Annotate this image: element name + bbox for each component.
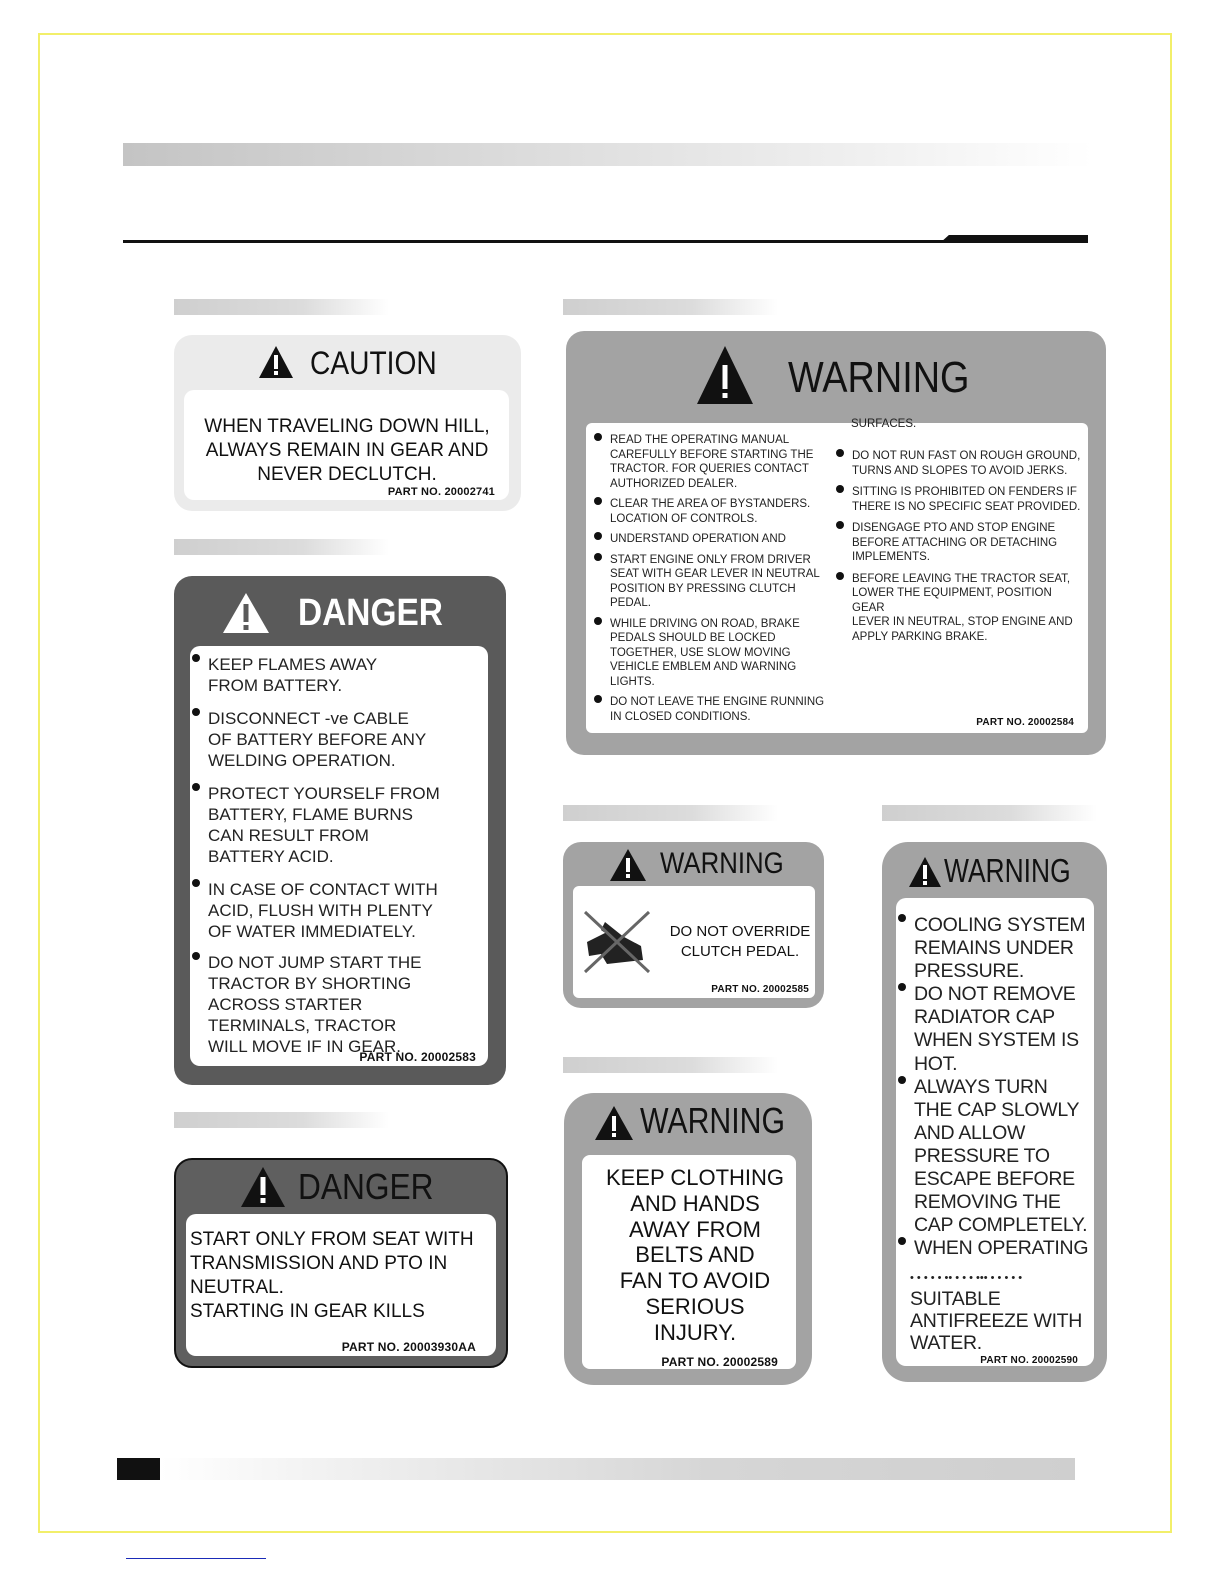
header-rule-end bbox=[940, 235, 1088, 243]
label-line: AND HANDS bbox=[630, 1190, 760, 1216]
label-line: INJURY. bbox=[653, 1319, 737, 1345]
section-bar bbox=[174, 539, 389, 555]
part-number: PART NO. 20002590 bbox=[980, 1355, 1078, 1366]
label-text bbox=[190, 1228, 496, 1324]
section-bar bbox=[174, 1112, 389, 1128]
hazard-list bbox=[190, 654, 480, 1057]
list-item: WHILE DRIVING ON ROAD, BRAKE PEDALS SHOULD BE LOCKED TOGETHER, USE SLOW MOVING VEHICLE EMBLEM AND WARNING LIGHTS. bbox=[592, 617, 832, 690]
warning-belts-label bbox=[564, 1093, 812, 1385]
label-line: WHEN TRAVELING DOWN HILL, bbox=[204, 416, 490, 437]
warning-general-label bbox=[566, 331, 1106, 755]
label-panel bbox=[586, 418, 1088, 733]
header-band bbox=[123, 143, 1093, 166]
label-panel bbox=[582, 1155, 796, 1369]
footer-link-underline bbox=[126, 1558, 266, 1559]
part-number: PART NO. 20003930AA bbox=[341, 1340, 476, 1354]
warning-triangle-icon bbox=[222, 592, 270, 634]
hazard-list bbox=[896, 914, 1106, 1260]
label-line: DO NOT OVERRIDE bbox=[669, 923, 811, 940]
label-line: AWAY FROM bbox=[629, 1216, 761, 1242]
list-item: SITTING IS PROHIBITED ON FENDERS IF THERE IS NO SPECIFIC SEAT PROVIDED. bbox=[834, 485, 1084, 514]
part-number: PART NO. 20002583 bbox=[359, 1050, 476, 1064]
label-panel bbox=[190, 646, 488, 1066]
warning-triangle-icon bbox=[908, 856, 942, 888]
label-line: KEEP CLOTHING bbox=[605, 1165, 785, 1190]
part-number: PART NO. 20002585 bbox=[711, 984, 809, 995]
label-line: SUITABLE bbox=[910, 1288, 1001, 1310]
label-line: ANTIFREEZE WITH bbox=[910, 1310, 1083, 1332]
warning-triangle-icon bbox=[240, 1166, 286, 1208]
label-line: FAN TO AVOID bbox=[619, 1268, 771, 1294]
label-heading: CAUTION bbox=[310, 345, 437, 381]
list-item: DISENGAGE PTO AND STOP ENGINE BEFORE ATTACHING OR DETACHING IMPLEMENTS. bbox=[834, 521, 1084, 565]
continued-text: SURFACES. bbox=[851, 418, 917, 430]
warning-triangle-icon bbox=[594, 1105, 634, 1141]
label-heading: WARNING bbox=[788, 353, 970, 402]
label-line: START ONLY FROM SEAT WITH bbox=[190, 1229, 474, 1250]
list-item: IN CASE OF CONTACT WITH ACID, FLUSH WITH PLENTY OF WATER IMMEDIATELY. bbox=[190, 879, 480, 942]
warning-clutch-label bbox=[563, 842, 824, 1008]
list-item: ALWAYS TURN THE CAP SLOWLY AND ALLOW PRESSURE TO ESCAPE BEFORE REMOVING THE CAP COMPLETELY. bbox=[896, 1076, 1106, 1238]
list-item: CLEAR THE AREA OF BYSTANDERS. LOCATION OF CONTROLS. bbox=[592, 497, 832, 526]
warning-triangle-icon bbox=[696, 345, 754, 405]
list-item: KEEP FLAMES AWAY FROM BATTERY. bbox=[190, 654, 480, 696]
label-heading: WARNING bbox=[944, 852, 1071, 889]
label-line: NEUTRAL. bbox=[190, 1277, 284, 1298]
warning-list-left bbox=[592, 433, 832, 724]
no-foot-on-pedal-icon bbox=[581, 908, 653, 976]
dotted-line: • • • • • •• • • • ••• • • • • • bbox=[910, 1272, 1023, 1284]
list-item: DO NOT REMOVE RADIATOR CAP WHEN SYSTEM IS HOT. bbox=[896, 983, 1106, 1075]
label-line: TRANSMISSION AND PTO IN bbox=[190, 1253, 448, 1274]
warning-triangle-icon bbox=[609, 848, 647, 882]
label-panel bbox=[184, 390, 509, 500]
label-line: NEVER DECLUTCH. bbox=[257, 464, 437, 485]
section-bar bbox=[563, 1057, 778, 1073]
label-line: SERIOUS bbox=[645, 1293, 745, 1319]
section-bar bbox=[174, 299, 389, 315]
list-item: UNDERSTAND OPERATION AND bbox=[592, 532, 832, 547]
label-panel bbox=[573, 886, 815, 998]
warning-radiator-label bbox=[882, 842, 1107, 1382]
label-text bbox=[192, 415, 502, 487]
part-number: PART NO. 20002741 bbox=[387, 486, 495, 498]
danger-battery-label bbox=[174, 576, 506, 1085]
list-item: READ THE OPERATING MANUAL CAREFULLY BEFORE STARTING THE TRACTOR. FOR QUERIES CONTACT AUTHORIZED DEALER. bbox=[592, 433, 832, 491]
label-line: BELTS AND bbox=[635, 1242, 755, 1268]
list-item: COOLING SYSTEM REMAINS UNDER PRESSURE. bbox=[896, 914, 1106, 983]
label-line: STARTING IN GEAR KILLS bbox=[190, 1301, 425, 1322]
warning-triangle-icon bbox=[258, 345, 294, 379]
label-panel bbox=[186, 1214, 496, 1356]
section-bar bbox=[882, 805, 1097, 821]
footer-band bbox=[160, 1458, 1075, 1480]
label-heading: DANGER bbox=[298, 592, 443, 634]
page-number-box bbox=[117, 1458, 161, 1480]
label-line: ALWAYS REMAIN IN GEAR AND bbox=[205, 440, 489, 461]
list-item: PROTECT YOURSELF FROM BATTERY, FLAME BURNS CAN RESULT FROM BATTERY ACID. bbox=[190, 783, 480, 867]
list-item: START ENGINE ONLY FROM DRIVER SEAT WITH GEAR LEVER IN NEUTRAL POSITION BY PRESSING CLUTCH PEDAL. bbox=[592, 553, 832, 611]
danger-start-label bbox=[174, 1158, 508, 1368]
list-item: DO NOT LEAVE THE ENGINE RUNNING IN CLOSED CONDITIONS. bbox=[592, 695, 832, 724]
label-text bbox=[582, 1165, 808, 1346]
warning-list-right bbox=[834, 449, 1084, 644]
list-item: BEFORE LEAVING THE TRACTOR SEAT, LOWER THE EQUIPMENT, POSITION GEAR LEVER IN NEUTRAL, STOP ENGINE AND APPLY PARKING BRAKE. bbox=[834, 572, 1084, 645]
caution-label bbox=[174, 335, 521, 511]
list-item: DISCONNECT -ve CABLE OF BATTERY BEFORE ANY WELDING OPERATION. bbox=[190, 708, 480, 771]
part-number: PART NO. 20002584 bbox=[976, 717, 1074, 728]
label-text bbox=[665, 922, 815, 962]
list-item: DO NOT RUN FAST ON ROUGH GROUND, TURNS AND SLOPES TO AVOID JERKS. bbox=[834, 449, 1084, 478]
label-line: CLUTCH PEDAL. bbox=[680, 943, 800, 960]
section-bar bbox=[563, 805, 778, 821]
list-item: DO NOT JUMP START THE TRACTOR BY SHORTING ACROSS STARTER TERMINALS, TRACTOR WILL MOVE IF IN GEAR. bbox=[190, 952, 480, 1057]
part-number: PART NO. 20002589 bbox=[661, 1355, 778, 1369]
section-bar bbox=[563, 299, 778, 315]
list-item: WHEN OPERATING bbox=[896, 1237, 1106, 1260]
label-heading: WARNING bbox=[640, 1100, 786, 1141]
label-panel bbox=[896, 898, 1094, 1366]
label-line: WATER. bbox=[910, 1332, 982, 1354]
label-heading: WARNING bbox=[660, 847, 784, 880]
label-heading: DANGER bbox=[298, 1166, 434, 1207]
label-text bbox=[910, 1288, 1100, 1354]
